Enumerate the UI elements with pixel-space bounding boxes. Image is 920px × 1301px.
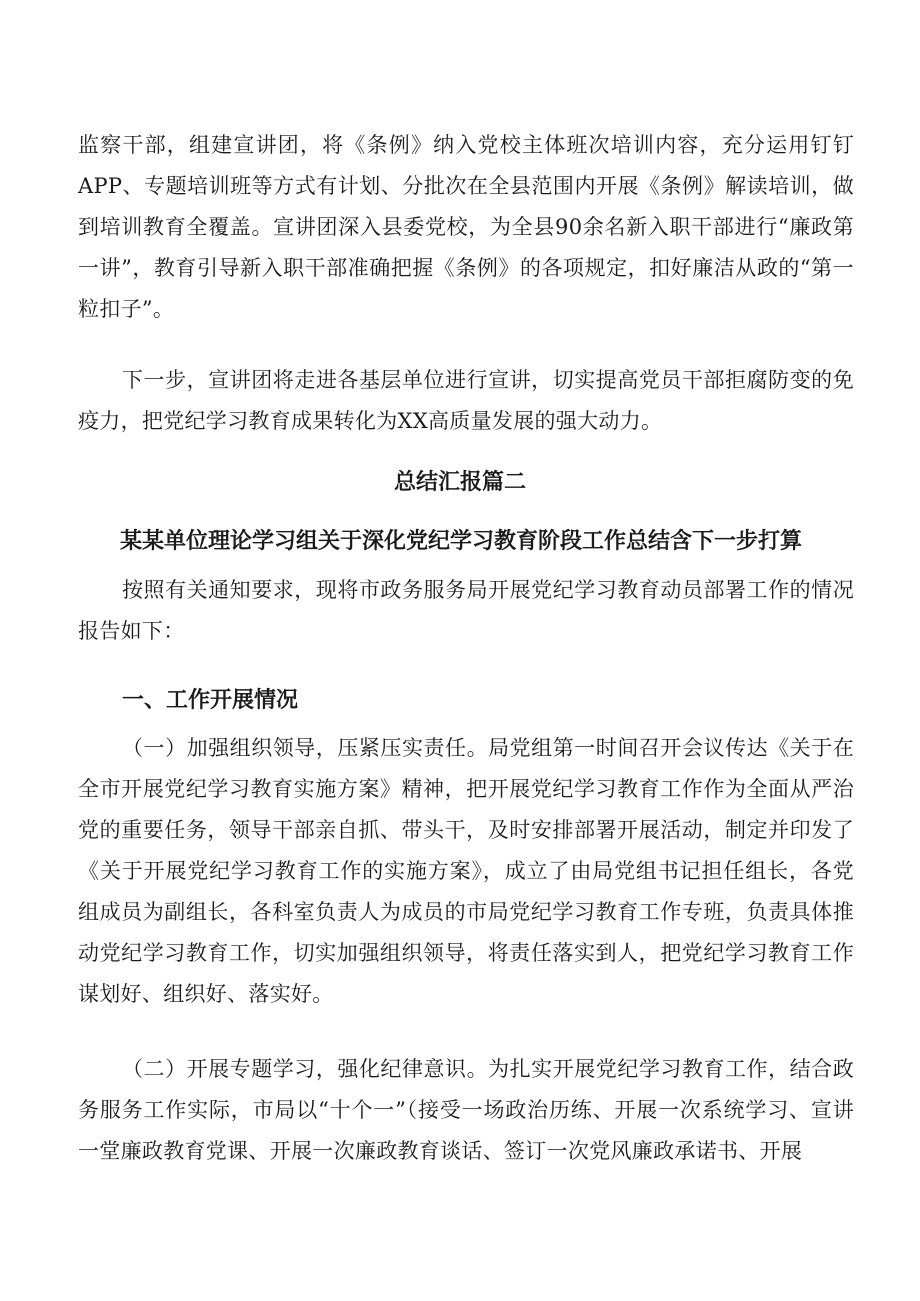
section-title: 总结汇报篇二 (393, 470, 526, 495)
intro-paragraph: 按照有关通知要求，现将市政务服务局开展党纪学习教育动员部署工作的情况报告如下： (78, 578, 854, 643)
article-title: 某某单位理论学习组关于深化党纪学习教育阶段工作总结含下一步打算 (120, 529, 803, 554)
item-2-paragraph: （二）开展专题学习，强化纪律意识。为扎实开展党纪学习教育工作，结合政务服务工作实际，市局以“十个一”（接受一场政治历练、开展一次系统学习、宣讲一堂廉政教育党课、开展一次廉政教育谈话、签订一次党风廉政承诺书、开展 (78, 1057, 854, 1163)
paragraph-continued: 监察干部，组建宣讲团，将《条例》纳入党校主体班次培训内容，充分运用钉钉APP、专题培训班等方式有计划、分批次在全县范围内开展《条例》解读培训，做到培训教育全覆盖。宣讲团深入县委党校，为全县90余名新入职干部进行“廉政第一讲”，教育引导新入职干部准确把握《条例》的各项规定，扣好廉洁从政的“第一粒扣子”。 (78, 133, 854, 321)
item-1-paragraph: （一）加强组织领导，压紧压实责任。局党组第一时间召开会议传达《关于在全市开展党纪学习教育实施方案》精神，把开展党纪学习教育工作作为全面从严治党的重要任务，领导干部亲自抓、带头干，及时安排部署开展活动，制定并印发了《关于开展党纪学习教育工作的实施方案》，成立了由局党组书记担任组长，各党组成员为副组长，各科室负责人为成员的市局党纪学习教育工作专班，负责具体推动党纪学习教育工作，切实加强组织领导，将责任落实到人，把党纪学习教育工作谋划好、组织好、落实好。 (78, 736, 854, 1006)
heading-work-progress: 一、工作开展情况 (122, 688, 299, 713)
paragraph-next-step: 下一步，宣讲团将走进各基层单位进行宣讲，切实提高党员干部拒腐防变的免疫力，把党纪学习教育成果转化为XX高质量发展的强大动力。 (78, 368, 854, 433)
